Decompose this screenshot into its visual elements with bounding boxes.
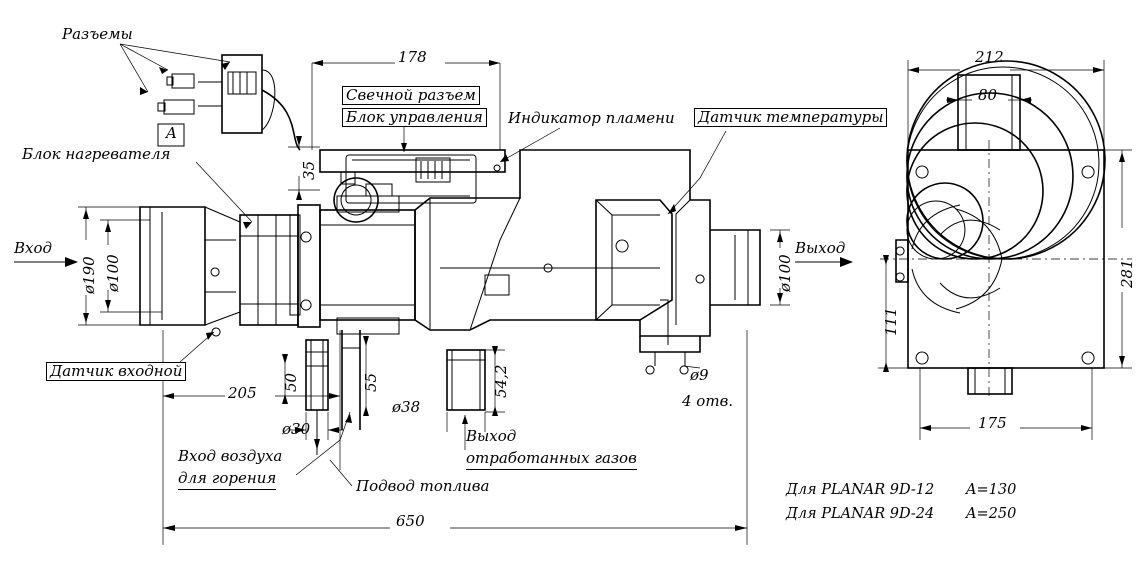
dimension-178: 178 [398, 48, 427, 66]
dimension-d30: ø30 [282, 420, 311, 438]
dimension-212: 212 [975, 48, 1004, 66]
dimension-111: 111 [882, 307, 900, 336]
heater-front-view [878, 60, 1132, 440]
note-model-1: Для PLANAR 9D-12 [786, 482, 935, 498]
label-spark-plug-connector: Свечной разъем [342, 86, 480, 105]
label-fuel-supply: Подвод топлива [356, 477, 490, 495]
label-temperature-sensor: Датчик температуры [694, 108, 887, 127]
label-inlet-sensor: Датчик входной [46, 362, 186, 381]
dimension-50: 50 [282, 372, 300, 392]
label-exhaust-outlet-line1: Выход [466, 427, 517, 445]
dimension-281: 281 [1118, 259, 1136, 288]
dimension-650: 650 [396, 512, 425, 530]
label-connectors: Разъемы [62, 25, 133, 43]
dimension-80: 80 [978, 86, 998, 104]
dimension-54-2: 54,2 [492, 364, 510, 398]
label-inlet: Вход [14, 239, 53, 257]
dimension-d190: ø190 [80, 256, 98, 294]
label-exhaust-outlet-line2: отработанных газов [466, 450, 637, 470]
label-flame-indicator: Индикатор пламени [508, 109, 675, 127]
dimension-35: 35 [300, 160, 318, 180]
dimension-d100-left: ø100 [104, 254, 122, 292]
note-model-2: Для PLANAR 9D-24 [786, 506, 935, 522]
dimension-175: 175 [978, 414, 1007, 432]
note-value-1: A=130 [966, 482, 1017, 498]
label-view-a: A [166, 124, 177, 142]
dimension-55: 55 [362, 372, 380, 392]
label-outlet: Выход [795, 239, 846, 257]
label-combustion-air-inlet-line1: Вход воздуха [178, 447, 283, 465]
dimension-d9: ø9 [690, 366, 709, 384]
label-control-unit: Блок управления [342, 108, 487, 127]
label-heater-block: Блок нагревателя [22, 145, 171, 163]
note-value-2: A=250 [966, 506, 1017, 522]
label-combustion-air-inlet-line2: для горения [178, 470, 276, 490]
dimension-d38: ø38 [392, 398, 421, 416]
dimension-205: 205 [228, 384, 257, 402]
label-holes-count: 4 отв. [682, 392, 734, 410]
dimension-d100-right: ø100 [776, 254, 794, 292]
